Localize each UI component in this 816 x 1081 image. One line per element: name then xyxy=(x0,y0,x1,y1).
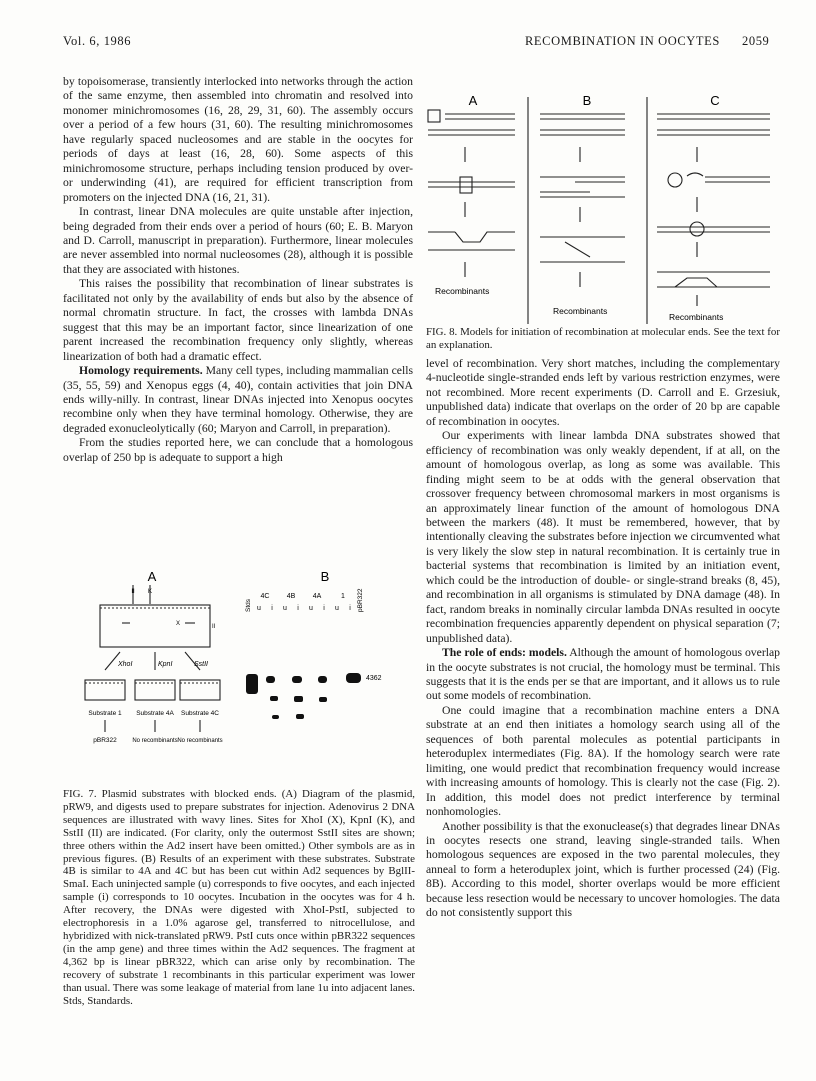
lane-label: i xyxy=(349,605,351,612)
site-sstii-right-label: II xyxy=(212,624,216,630)
right-column xyxy=(426,357,780,921)
section-heading-homology: Homology requirements. xyxy=(79,364,203,378)
lane-stds-label: Stds xyxy=(245,598,252,612)
gel-band xyxy=(270,696,278,701)
paragraph-text: Many cell types, including mammalian cells (35, 55, 59) and Xenopus eggs (4, 40), contain activities that join DNA ends willy-nilly. In contrast, linear DNAs injected into Xenopus oocytes recombine only when they have terminal homology. Otherwise, they are degraded exonucleolytically (60; Maryon and Carroll, in preparation). xyxy=(63,364,414,435)
lane-pbr322-label: pBR322 xyxy=(357,588,364,612)
substrate-4c-label: Substrate 4C xyxy=(181,710,219,717)
plasmid-pRW9 xyxy=(100,605,210,647)
paragraph-text: Although the amount of homologous overlap in the oocyte substrates is not crucial, the homology must be terminal. This suggests that it is the ends per se that are important, and it allows us to rule out some models of recombination. xyxy=(426,646,780,703)
figure-8 xyxy=(425,92,785,324)
lane-label: u xyxy=(309,605,313,612)
lane-label: i xyxy=(297,605,299,612)
gel-band xyxy=(292,676,302,683)
lane-group-1: 1 xyxy=(341,593,345,600)
enzyme-sstii-label: SstII xyxy=(194,661,209,668)
lane-group-4c: 4C xyxy=(260,593,270,600)
site-xhoi-label: X xyxy=(176,621,181,627)
gel-band xyxy=(266,676,275,683)
page-number: 2059 xyxy=(742,34,770,48)
substrate-4a-label: Substrate 4A xyxy=(136,710,174,717)
enzyme-xhoi-label: XhoI xyxy=(118,661,133,668)
paragraph: Our experiments with linear lambda DNA substrates showed that efficiency of recombination was only weakly dependent, if at all, on the amount of homologous overlap, as long as some was available. This finding might seem to be at odds with the general observation that crossover frequency between chromosomal markers in most organisms is an approximately linear function of the amount of homologous DNA between the markers (48). It must be remembered, however, that by intentionally cleaving the substrates before injection we circumvented what is very likely the slow step in natural recombination. It is certainly true in bacterial systems that recombination is limited by an initiation event, which could be the introduction of double- or single-strand breaks (8, 45), and recombination in all organisms is stimulated by DNA damage (48). In fact, random breaks in nominally circular lambda DNAs resulted in oocyte recombination frequencies apparently dependent on physical separation (7; unpublished data). xyxy=(426,429,780,645)
product-4c-label: No recombinants xyxy=(177,738,223,744)
paragraph xyxy=(63,364,413,436)
fig8-panel-a-label: A xyxy=(468,93,478,108)
fig8-result-a: Recombinants xyxy=(435,286,490,296)
paragraph: by topoisomerase, transiently interlocked into networks through the action of the same enzyme, then assembled into chromatin and resolved into monomer minichromosomes (16, 28, 29, 31, 60). The assembly occurs over a period of a few hours (31, 60). The resulting minichromosomes have regularly spaced nucleosomes and are stable in the oocytes for periods of days at least (16, 28, 60). Some aspects of this minichromosome structure, perhaps including tension produced by over- or underwinding (41), are required for efficient transcription from promoters on the injected DNA (16, 21, 31). xyxy=(63,75,413,204)
fig7-panel-a-label: A xyxy=(147,570,157,584)
paragraph xyxy=(426,646,780,704)
gel-band xyxy=(318,676,327,683)
gel-lane-groups xyxy=(261,593,346,600)
site-sstii-label: II xyxy=(131,589,135,595)
figure-7 xyxy=(60,570,415,784)
lane-label: i xyxy=(271,605,273,612)
fig7-panel-b-label: B xyxy=(320,570,330,584)
lane-label: u xyxy=(283,605,287,612)
gel-band xyxy=(319,697,327,702)
gel-band-pbr322 xyxy=(346,673,361,683)
band-size-label: 4362 xyxy=(366,675,382,682)
lane-label: i xyxy=(323,605,325,612)
gel-band xyxy=(294,696,303,702)
paragraph: level of recombination. Very short matches, including the complementary 4-nucleotide single-stranded ends left by various restriction enzymes, were not recombined. More recent experiments (D. Carroll and E. Grzesiuk, unpublished data) indicate that overlaps on the order of 20 bp are capable of recombination in oocytes. xyxy=(426,357,780,428)
product-1-label: pBR322 xyxy=(93,737,117,744)
figure-7-caption: FIG. 7. Plasmid substrates with blocked ends. (A) Diagram of the plasmid, pRW9, and digests used to prepare substrates for injection. Adenovirus 2 DNA sequences are illustrated with wavy lines. Sites for XhoI (X), KpnI (K), and SstII (II) are indicated. (For clarity, only the outermost SstII sites are shown; three others within the Ad2 insert have been omitted.) Other symbols are as in previous figures. (B) Results of an experiment with these substrates. Substrate 4B is similar to 4A and 4C but has been cut within Ad2 sequences by BglII-SmaI. Each uninjected sample (u) corresponds to five oocytes, and each injected sample (i) corresponds to 10 oocytes. Incubation in the oocytes was for 4 h. After recovery, the DNAs were digested with XhoI-PstI, subjected to electrophoresis in a 1.0% agarose gel, transferred to nitrocellulose, and hybridized with nick-translated pRW9. PstI cuts once within pBR322 sequences (in the amp gene) and three times within the Ad2 sequences. The fragment at 4,362 bp is linear pBR322, which can arise only by recombination. The recovery of substrate 1 recombinants in this particular experiment was lower than usual. There was some leakage of material from lane 1u into adjacent lanes. Stds, Standards. xyxy=(63,788,415,1007)
product-4a-label: No recombinants xyxy=(132,738,178,744)
site-kpni-label: K xyxy=(147,589,153,595)
gel-band xyxy=(296,714,304,719)
left-column xyxy=(63,75,413,465)
paragraph: This raises the possibility that recombination of linear substrates is facilitated not only by the availability of ends but also by the absence of normal chromatin structure. In fact, the crosses with lambda DNAs suggest that this may be an important factor, since linearization of one parent increased the recombination frequency only slightly, whereas linearization of both had a dramatic effect. xyxy=(63,277,413,363)
paragraph: Another possibility is that the exonuclease(s) that degrades linear DNAs in oocytes resects one strand, leaving single-stranded tails. When homologous sequences are exposed in the two parental molecules, they anneal to form a heteroduplex joint, which is further processed (24) (Fig. 8B). According to this model, shorter overlaps would be more efficient because less resection would be necessary to uncover homologies. The data do not consistently support this xyxy=(426,819,780,920)
lane-group-4b: 4B xyxy=(286,593,296,600)
fig8-result-b: Recombinants xyxy=(553,306,608,316)
running-title: RECOMBINATION IN OOCYTES xyxy=(525,34,720,48)
journal-volume: Vol. 6, 1986 xyxy=(63,34,132,48)
lane-label: u xyxy=(257,605,261,612)
lane-group-4a: 4A xyxy=(312,593,322,600)
fig8-result-c: Recombinants xyxy=(669,312,724,322)
section-heading-role-of-ends: The role of ends: models. xyxy=(442,646,567,660)
paragraph: One could imagine that a recombination machine enters a DNA substrate at an end then initiates a homology search using all of the sequences of both parental molecules as potential participants in heteroduplex intermediates (Fig. 8A). If the homology search were rate limiting, one would predict that recombination frequency would increase with increasing amounts of homology. This is clearly not the case (Fig. 2). In addition, this model does not predict interference by terminal nonhomologies. xyxy=(426,703,780,819)
substrate-1-label: Substrate 1 xyxy=(88,710,122,717)
paragraph: From the studies reported here, we can conclude that a homologous overlap of 250 bp is adequate to support a high xyxy=(63,436,413,464)
fig8-panel-b-label: B xyxy=(582,93,592,108)
lane-label: u xyxy=(335,605,339,612)
gel-band xyxy=(272,715,279,719)
figure-8-caption: FIG. 8. Models for initiation of recombination at molecular ends. See the text for an explanation. xyxy=(426,326,780,351)
enzyme-kpni-label: KpnI xyxy=(158,661,173,668)
fig8-panel-c-label: C xyxy=(710,93,720,108)
gel-band xyxy=(246,674,258,694)
paragraph: In contrast, linear DNA molecules are quite unstable after injection, being degraded from their ends over a period of hours (60; E. B. Maryon and D. Carroll, manuscript in preparation). Furthermore, linear molecules are never assembled into normal nucleosomes (28), although it is possible that they are associated with histones. xyxy=(63,205,413,276)
